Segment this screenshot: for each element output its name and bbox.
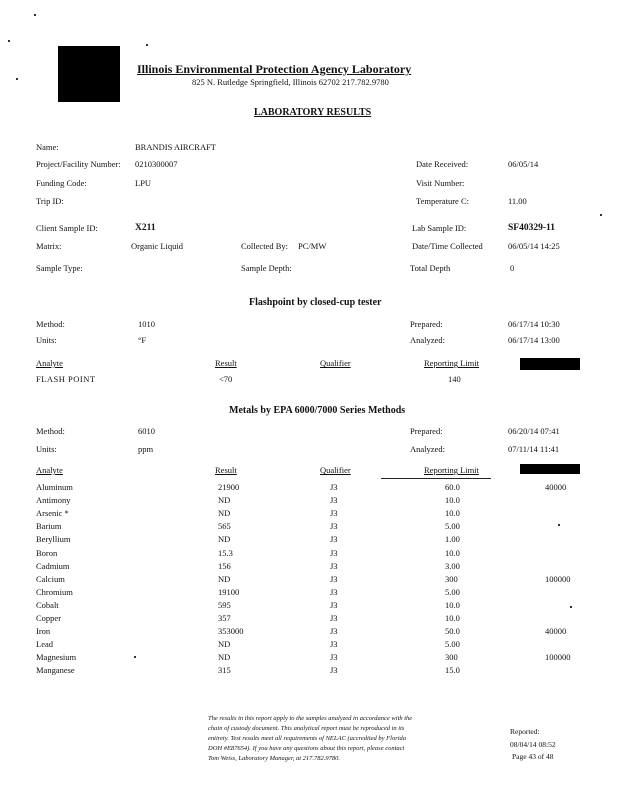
footer-note-line: Tom Weiss, Laboratory Manager, at 217.782.9780.	[208, 755, 341, 762]
metal-result: ND	[218, 652, 231, 663]
flashpoint-prepared-label: Prepared:	[410, 319, 443, 329]
project-value: 0210300007	[135, 159, 178, 169]
scan-speck	[8, 40, 10, 42]
metal-qualifier: J3	[330, 613, 338, 623]
footer-note-line: entirety. Test results meet all requirements of NELAC (accredited by Florida	[208, 735, 407, 742]
metal-extra-value: 40000	[545, 482, 567, 492]
flashpoint-limit: 140	[448, 374, 461, 384]
flashpoint-col-qualifier: Qualifier	[320, 358, 351, 368]
scan-speck	[134, 656, 136, 658]
metal-result: ND	[218, 495, 231, 506]
scan-speck	[558, 524, 560, 526]
metal-analyte: Barium	[36, 521, 62, 532]
flashpoint-result: <70	[219, 374, 233, 384]
flashpoint-method-value: 1010	[138, 319, 155, 329]
collected-by-value: PC/MW	[298, 241, 327, 251]
metal-extra-value: 100000	[545, 652, 571, 663]
metal-limit: 50.0	[445, 626, 460, 637]
metal-result: ND	[218, 639, 231, 650]
metal-analyte: Cadmium	[36, 560, 70, 571]
flashpoint-col-result: Result	[215, 358, 237, 368]
metal-analyte: Magnesium	[36, 652, 77, 663]
metals-col-analyte: Analyte	[36, 465, 63, 475]
total-depth-value: 0	[510, 263, 515, 273]
metal-limit: 10.0	[445, 547, 460, 558]
metal-qualifier: J3	[330, 652, 338, 663]
metals-col-limit: Reporting Limit	[424, 465, 480, 475]
scan-speck	[16, 78, 18, 80]
metals-title: Metals by EPA 6000/7000 Series Methods	[229, 405, 406, 416]
table-row	[0, 561, 618, 573]
metal-qualifier: J3	[330, 534, 338, 545]
redacted-block	[520, 464, 580, 474]
flashpoint-col-limit: Reporting Limit	[424, 358, 480, 368]
footer-note-line: The results in this report apply to the samples analyzed in accordance with the	[208, 715, 413, 722]
redacted-block	[520, 358, 580, 370]
page-number: Page 43 of 48	[512, 752, 554, 761]
footer-note	[208, 714, 412, 764]
metal-result: 595	[218, 599, 231, 610]
lab-name: Illinois Environmental Protection Agency Laboratory	[137, 62, 412, 76]
lab-address: 825 N. Rutledge Springfield, Illinois 62702 217.782.9780	[192, 77, 389, 87]
metal-limit: 15.0	[445, 665, 460, 676]
metals-units-value: ppm	[138, 444, 154, 454]
metals-method-label: Method:	[36, 426, 65, 436]
total-depth-label: Total Depth	[410, 263, 451, 273]
metal-analyte: Manganese	[36, 665, 75, 676]
metal-limit: 5.00	[445, 586, 460, 597]
metal-result: 315	[218, 665, 231, 676]
metal-analyte: Aluminum	[36, 482, 73, 492]
table-row	[0, 374, 618, 386]
metal-analyte: Chromium	[36, 586, 73, 597]
metals-col-result: Result	[215, 465, 237, 475]
table-row	[0, 600, 618, 612]
report-title: LABORATORY RESULTS	[254, 107, 372, 118]
lab-sample-label: Lab Sample ID:	[412, 223, 467, 233]
metal-qualifier: J3	[330, 639, 338, 650]
reported-label: Reported:	[510, 727, 540, 736]
metal-extra-value: 40000	[545, 626, 567, 637]
table-row	[0, 626, 618, 638]
metal-result: 565	[218, 521, 231, 532]
table-row	[0, 587, 618, 599]
visit-label: Visit Number:	[416, 178, 465, 188]
table-row	[0, 613, 618, 625]
metal-analyte: Antimony	[36, 495, 71, 506]
metal-qualifier: J3	[330, 665, 338, 676]
metal-limit: 10.0	[445, 599, 460, 610]
lab-sample-value: SF40329-11	[508, 223, 555, 233]
metal-analyte: Arsenic *	[36, 508, 69, 519]
date-received-label: Date Received:	[416, 159, 469, 169]
header-rule	[381, 478, 491, 479]
flashpoint-analyte: FLASH POINT	[36, 374, 96, 384]
metal-limit: 300	[445, 573, 458, 584]
metal-limit: 3.00	[445, 560, 460, 571]
metal-qualifier: J3	[330, 573, 338, 584]
metal-analyte: Boron	[36, 547, 58, 558]
metals-analyzed-label: Analyzed:	[410, 444, 445, 454]
name-value: BRANDIS AIRCRAFT	[135, 142, 217, 152]
metals-col-qualifier: Qualifier	[320, 465, 351, 475]
collected-by-label: Collected By:	[241, 241, 288, 251]
table-row	[0, 508, 618, 520]
metals-analyzed-value: 07/11/14 11:41	[508, 444, 560, 454]
sample-depth-label: Sample Depth:	[241, 263, 292, 273]
table-row	[0, 482, 618, 494]
funding-label: Funding Code:	[36, 178, 87, 188]
table-row	[0, 639, 618, 651]
flashpoint-title: Flashpoint by closed-cup tester	[249, 297, 382, 308]
metal-qualifier: J3	[330, 560, 338, 571]
metal-result: 15.3	[218, 547, 233, 558]
table-row	[0, 495, 618, 507]
metal-result: 156	[218, 560, 231, 571]
metal-limit: 300	[445, 652, 458, 663]
metal-result: 21900	[218, 482, 240, 492]
scan-speck	[600, 214, 602, 216]
redacted-logo	[58, 46, 120, 102]
flashpoint-analyzed-value: 06/17/14 13:00	[508, 335, 560, 345]
metals-prepared-value: 06/20/14 07:41	[508, 426, 560, 436]
flashpoint-units-value: °F	[138, 335, 147, 345]
temperature-value: 11.00	[508, 196, 527, 206]
project-label: Project/Facility Number:	[36, 159, 121, 169]
metal-limit: 10.0	[445, 495, 460, 506]
metal-qualifier: J3	[330, 508, 338, 519]
metal-extra-value: 100000	[545, 573, 571, 584]
metal-limit: 5.00	[445, 521, 460, 532]
metal-limit: 5.00	[445, 639, 460, 650]
metal-result: 353000	[218, 626, 244, 637]
metal-qualifier: J3	[330, 521, 338, 532]
footer-note-line: chain of custody document. This analytical report must be reproduced in its	[208, 725, 405, 732]
metal-result: ND	[218, 534, 231, 545]
metal-qualifier: J3	[330, 599, 338, 610]
metal-analyte: Cobalt	[36, 599, 59, 610]
metals-method-value: 6010	[138, 426, 155, 436]
metal-qualifier: J3	[330, 586, 338, 597]
sample-type-label: Sample Type:	[36, 263, 83, 273]
metal-analyte: Calcium	[36, 573, 65, 584]
metal-analyte: Beryllium	[36, 534, 71, 545]
datetime-collected-value: 06/05/14 14:25	[508, 241, 560, 251]
scan-speck	[570, 606, 572, 608]
metal-limit: 1.00	[445, 534, 460, 545]
metal-limit: 60.0	[445, 482, 460, 492]
client-sample-label: Client Sample ID:	[36, 223, 98, 233]
matrix-value: Organic Liquid	[131, 241, 184, 251]
footer-note-line: DOH #E87654). If you have any questions about this report, please contact	[208, 745, 405, 752]
metal-analyte: Iron	[36, 626, 51, 637]
name-label: Name:	[36, 142, 59, 152]
metal-limit: 10.0	[445, 508, 460, 519]
datetime-collected-label: Date/Time Collected	[412, 241, 483, 251]
scan-speck	[34, 14, 36, 16]
date-received-value: 06/05/14	[508, 159, 539, 169]
flashpoint-method-label: Method:	[36, 319, 65, 329]
metal-limit: 10.0	[445, 613, 460, 623]
metal-result: 357	[218, 613, 231, 623]
trip-label: Trip ID:	[36, 196, 64, 206]
metals-prepared-label: Prepared:	[410, 426, 443, 436]
metal-result: ND	[218, 573, 231, 584]
table-row	[0, 548, 618, 560]
client-sample-value: X211	[135, 223, 156, 233]
metal-result: ND	[218, 508, 231, 519]
table-row	[0, 665, 618, 677]
matrix-label: Matrix:	[36, 241, 62, 251]
table-row	[0, 652, 618, 664]
metal-qualifier: J3	[330, 626, 338, 637]
metal-qualifier: J3	[330, 547, 338, 558]
flashpoint-col-analyte: Analyte	[36, 358, 63, 368]
table-row	[0, 574, 618, 586]
metal-qualifier: J3	[330, 482, 338, 492]
scan-speck	[146, 44, 148, 46]
table-row	[0, 534, 618, 546]
flashpoint-analyzed-label: Analyzed:	[410, 335, 445, 345]
metal-analyte: Copper	[36, 613, 62, 623]
flashpoint-prepared-value: 06/17/14 10:30	[508, 319, 560, 329]
metal-analyte: Lead	[36, 639, 53, 650]
flashpoint-units-label: Units:	[36, 335, 57, 345]
metals-units-label: Units:	[36, 444, 57, 454]
reported-value: 08/04/14 08:52	[510, 740, 556, 749]
temperature-label: Temperature C:	[416, 196, 469, 206]
metal-qualifier: J3	[330, 495, 338, 506]
metal-result: 19100	[218, 586, 240, 597]
funding-value: LPU	[135, 178, 152, 188]
table-row	[0, 521, 618, 533]
